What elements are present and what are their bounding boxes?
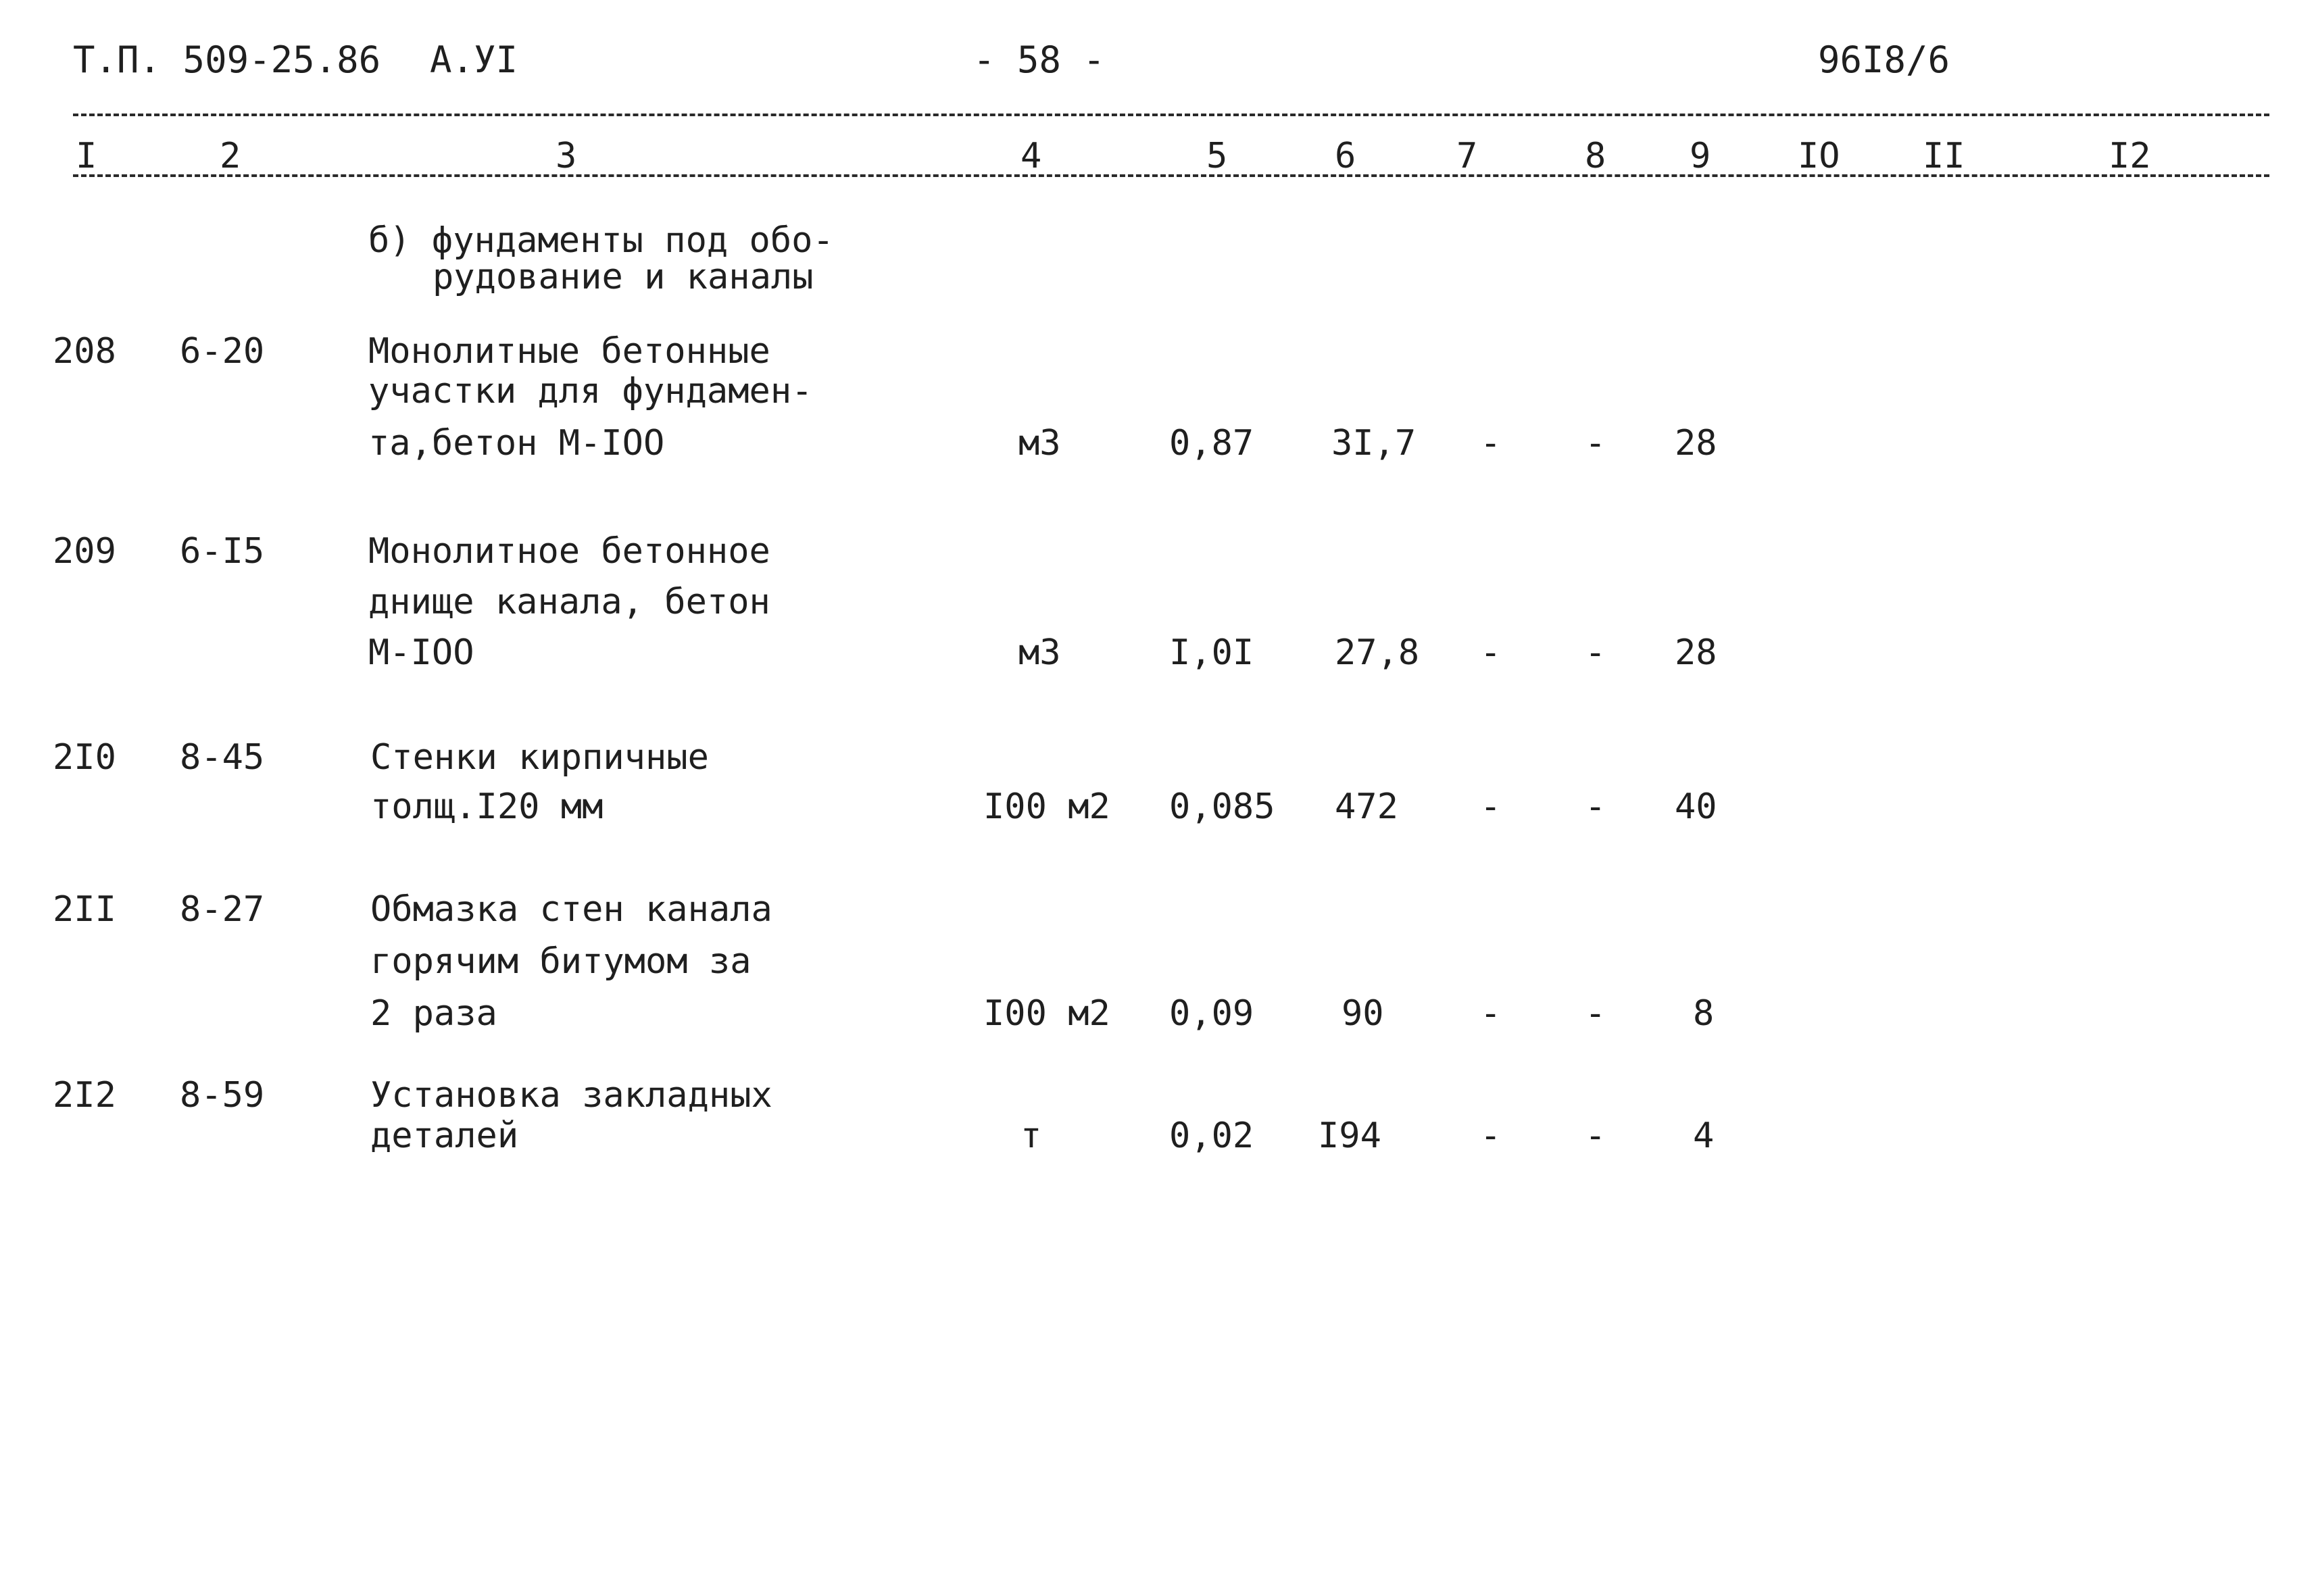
row-code: 6-20 — [180, 331, 265, 372]
column-header-10: IO — [1798, 136, 1840, 176]
row-col8-value: - — [1585, 1116, 1606, 1156]
row-col6-value: 3I,7 — [1331, 423, 1417, 464]
column-header-7: 7 — [1456, 136, 1478, 176]
row-quantity: 0,09 — [1169, 993, 1254, 1034]
row-number: 209 — [53, 531, 116, 572]
row-col8-value: - — [1585, 632, 1606, 673]
row-col8-value: - — [1585, 423, 1606, 464]
row-code: 6-I5 — [180, 531, 265, 572]
row-description-line: деталей — [370, 1116, 519, 1156]
column-header-2: 2 — [220, 136, 241, 176]
column-header-5: 5 — [1206, 136, 1228, 176]
row-unit: м3 — [1018, 632, 1061, 673]
row-col6-value: 90 — [1341, 993, 1384, 1034]
column-header-4: 4 — [1020, 136, 1042, 176]
row-description-line: участки для фундамен- — [368, 371, 813, 412]
row-col6-value: 472 — [1335, 787, 1398, 827]
album-label: А.УI — [430, 39, 518, 81]
row-unit: I00 м2 — [983, 787, 1110, 827]
row-description-line: 2 раза — [370, 993, 497, 1034]
section-title-line-1: б) фундаменты под обо- — [368, 220, 834, 261]
row-code: 8-27 — [180, 889, 265, 930]
row-col7-value: - — [1480, 993, 1502, 1034]
row-quantity: 0,02 — [1169, 1116, 1254, 1156]
document-code: Т.П. 509-25.86 — [73, 39, 381, 81]
header-top-rule — [73, 114, 2269, 116]
row-col7-value: - — [1480, 632, 1502, 673]
row-description-line: М-IOO — [368, 632, 474, 673]
row-number: 2I0 — [53, 737, 116, 778]
row-quantity: 0,87 — [1169, 423, 1254, 464]
column-header-1: I — [76, 136, 97, 176]
row-description-line: толщ.I20 мм — [370, 787, 604, 827]
row-col8-value: - — [1585, 787, 1606, 827]
row-code: 8-59 — [180, 1075, 265, 1116]
column-header-11: II — [1923, 136, 1965, 176]
row-number: 2II — [53, 889, 116, 930]
row-unit: т — [1020, 1116, 1042, 1156]
row-unit: I00 м2 — [983, 993, 1110, 1034]
row-description-line: днище канала, бетон — [368, 582, 770, 622]
column-header-12: I2 — [2109, 136, 2151, 176]
row-col9-value: 8 — [1693, 993, 1715, 1034]
row-col9-value: 28 — [1675, 423, 1717, 464]
sheet-number: 96I8/6 — [1818, 39, 1950, 81]
row-description-line: Установка закладных — [370, 1075, 772, 1116]
row-description-line: Обмазка стен канала — [370, 889, 772, 930]
row-code: 8-45 — [180, 737, 265, 778]
row-col7-value: - — [1480, 787, 1502, 827]
row-description-line: Стенки кирпичные — [370, 737, 709, 778]
row-quantity: I,0I — [1169, 632, 1254, 673]
row-unit: м3 — [1018, 423, 1061, 464]
row-col6-value: 27,8 — [1335, 632, 1420, 673]
row-quantity: 0,085 — [1169, 787, 1275, 827]
row-col9-value: 4 — [1693, 1116, 1715, 1156]
column-header-9: 9 — [1690, 136, 1711, 176]
row-number: 208 — [53, 331, 116, 372]
row-description-line: горячим битумом за — [370, 941, 752, 982]
row-description-line: Монолитное бетонное — [368, 531, 770, 572]
row-col6-value: I94 — [1318, 1116, 1381, 1156]
column-header-3: 3 — [556, 136, 577, 176]
section-title-line-2: рудование и каналы — [433, 257, 814, 297]
row-description-line: та,бетон М-IOO — [368, 423, 665, 464]
row-col9-value: 28 — [1675, 632, 1717, 673]
column-header-6: 6 — [1335, 136, 1356, 176]
row-col7-value: - — [1480, 423, 1502, 464]
row-col7-value: - — [1480, 1116, 1502, 1156]
row-col8-value: - — [1585, 993, 1606, 1034]
page-number: - 58 - — [973, 39, 1106, 81]
column-header-8: 8 — [1585, 136, 1606, 176]
row-number: 2I2 — [53, 1075, 116, 1116]
row-col9-value: 40 — [1675, 787, 1717, 827]
row-description-line: Монолитные бетонные — [368, 331, 770, 372]
